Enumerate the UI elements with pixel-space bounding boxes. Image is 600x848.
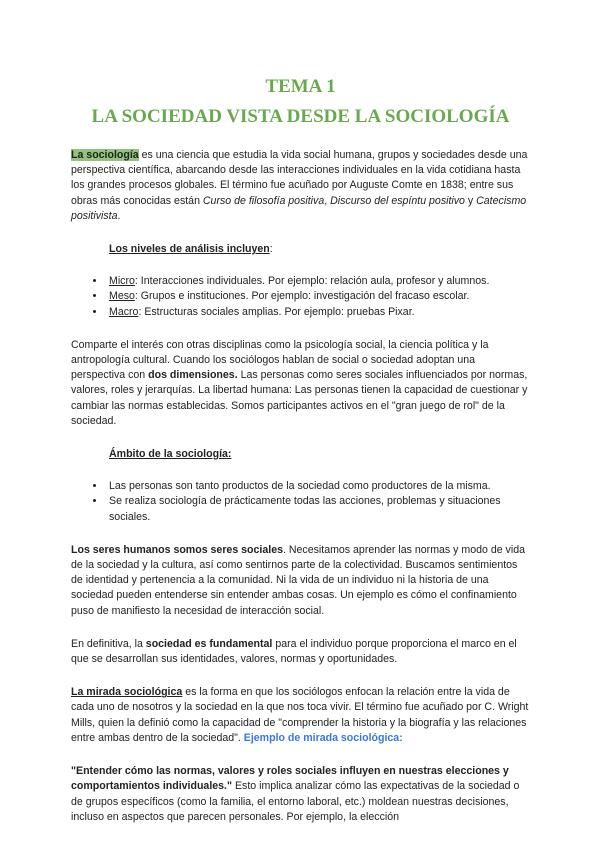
topic-number: TEMA 1 xyxy=(265,76,336,97)
list-item: • Se realiza sociología de prácticamente todas las acciones, problemas y situaciones sociales. xyxy=(106,494,530,524)
scope-list xyxy=(71,479,530,525)
level-description: : Interacciones individuales. Por ejemplo: relación aula, profesor y alumnos. xyxy=(134,275,490,288)
levels-list xyxy=(71,274,530,320)
page-title: LA SOCIEDAD VISTA DESDE LA SOCIOLOGÍA xyxy=(91,106,510,127)
section-heading-levels xyxy=(109,242,530,257)
bold-phrase: sociedad es fundamental xyxy=(145,637,273,650)
paragraph-text: Las personas como seres sociales influenciados por normas, valores, roles y jerarquías. La libertad humana: Las personas tienen la capacidad de cuestionar y cambiar las normas establecidas. Somos participantes activos en el "gran juego de rol" de la sociedad. xyxy=(71,369,528,427)
separator: , xyxy=(324,194,331,207)
level-description: : Estructuras sociales amplias. Por ejemplo: pruebas Pixar. xyxy=(138,305,415,318)
example-paragraph xyxy=(71,764,530,825)
paragraph-text: Comparte el interés con otras disciplinas como la psicología social, la ciencia política y la antropología cultural. Cuando los sociólogos hablan de social o sociedad adoptan una perspectiva con xyxy=(71,338,489,382)
work-title: Catecismo positivista xyxy=(71,194,527,222)
list-item: • Las personas son tanto productos de la sociedad como productores de la misma. xyxy=(106,479,530,494)
work-title: Discurso del espíntu positivo xyxy=(330,194,465,207)
period: . xyxy=(117,209,121,222)
conjunction: y xyxy=(464,194,477,207)
heading-colon: : xyxy=(269,243,273,256)
bold-phrase: Los seres humanos somos seres sociales xyxy=(71,543,283,556)
highlighted-term: La sociología xyxy=(71,149,139,161)
level-description: : Grupos e instituciones. Por ejemplo: investigación del fracaso escolar. xyxy=(134,290,470,303)
paragraph-text: para el individuo porque proporciona el marco en el que se desarrollan sus identidades, valores, normas y oportunidades. xyxy=(71,637,517,666)
gaze-paragraph xyxy=(71,685,530,746)
section-heading-text: Ámbito de la sociología xyxy=(109,448,228,461)
paragraph-text: En definitiva, la xyxy=(71,637,146,650)
society-paragraph xyxy=(71,637,530,667)
section-heading-text: Los niveles de análisis incluyen xyxy=(109,243,270,256)
intro-text: es una ciencia que estudia la vida social humana, grupos y sociedades desde una perspectiva científica, abarcando desde las interacciones individuales en la vida cotidiana hasta los grandes procesos globales. El término fue acuñado por Auguste Comte en 1838; entre sus obras más conocidas están xyxy=(71,149,528,207)
bold-phrase: dos dimensiones. xyxy=(148,369,238,382)
heading-colon: : xyxy=(227,448,232,461)
underlined-term: La mirada sociológica xyxy=(71,686,183,699)
work-title: Curso de filosofía positiva xyxy=(202,194,325,207)
list-item xyxy=(106,305,530,320)
list-item xyxy=(106,289,530,304)
paragraph-text: es la forma en que los sociólogos enfocan la relación entre la vida de cada uno de nosotros y la sociedad en la que nos toca vivir. El término fue acuñado por C. Wright Mills, quien la definió como la capacidad de "comprender la historia y la biografía y las relaciones entre ambas dentro de la sociedad". xyxy=(71,686,529,744)
dimensions-paragraph xyxy=(71,338,530,429)
humans-paragraph xyxy=(71,543,530,619)
paragraph-text: . Necesitamos aprender las normas y modo de vida de la sociedad y la cultura, así como sentirnos parte de la colectividad. Buscamos sentimientos de identidad y pertenencia a la comunidad. Ni la vida de un individuo ni la historia de una sociedad pueden entenderse sin entender ambas cosas. Un ejemplo es cómo el confinamiento puso de manifiesto la necesidad de interacción social. xyxy=(71,543,525,617)
paragraph-text: Esto implica analizar cómo las expectativas de la sociedad o de grupos específicos (como la familia, el entorno laboral, etc.) moldean nuestras decisiones, incluso en aspectos que parecen personales. Por ejemplo, la elección xyxy=(71,780,520,823)
example-quote: "Entender cómo las normas, valores y roles sociales influyen en nuestras elecciones y comportamientos individuales." xyxy=(71,765,509,793)
example-link[interactable]: Ejemplo de mirada sociológica: xyxy=(243,731,403,744)
list-item xyxy=(106,274,530,289)
level-term: Meso xyxy=(109,290,135,303)
section-heading-scope xyxy=(109,447,530,462)
level-term: Macro xyxy=(109,305,139,318)
intro-paragraph xyxy=(71,148,530,224)
level-term: Micro xyxy=(109,275,135,288)
